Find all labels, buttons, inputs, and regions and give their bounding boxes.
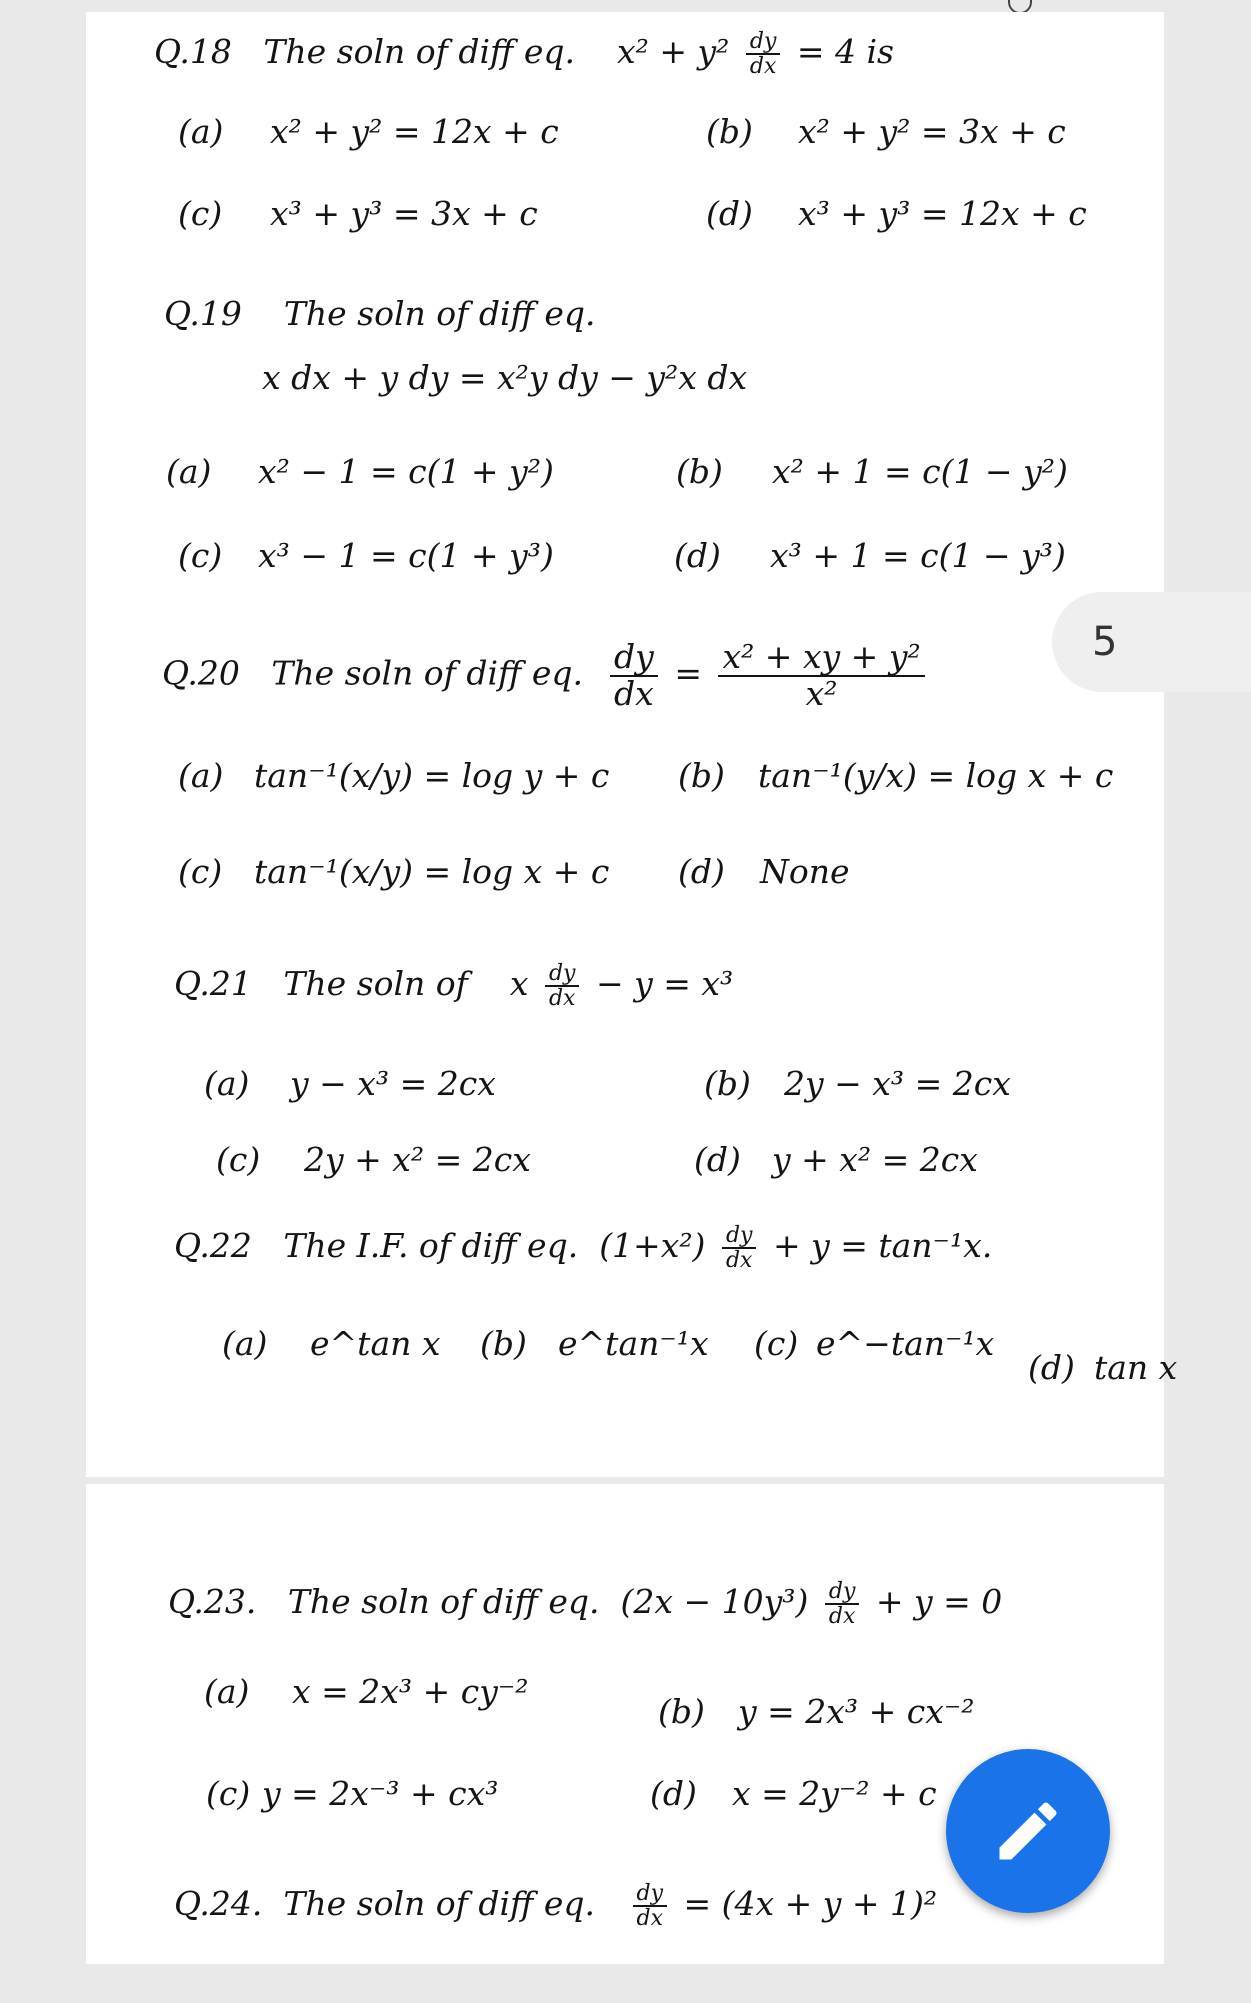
- derivative-fraction: [545, 962, 580, 1010]
- option-label: (d): [674, 536, 721, 575]
- option-label: (c): [206, 1774, 251, 1813]
- option-label: (a): [178, 756, 224, 795]
- equation-rhs: = 4 is: [796, 32, 894, 72]
- fraction-numerator: dy: [825, 1580, 860, 1605]
- option-label: (a): [204, 1064, 250, 1103]
- question-number: Q.18: [154, 32, 232, 72]
- option-label: (b): [658, 1692, 705, 1731]
- option-label: (b): [704, 1064, 751, 1103]
- option-text: y = 2x⁻³ + cx³: [262, 1774, 499, 1813]
- derivative-fraction: [746, 30, 781, 78]
- option-label: (b): [480, 1324, 527, 1363]
- option-label: (c): [178, 536, 223, 575]
- fraction-denominator: dx: [725, 1248, 753, 1274]
- equation: x dx + y dy = x²y dy − y²x dx: [262, 358, 748, 397]
- equals-sign: =: [674, 653, 702, 693]
- option-label: (a): [222, 1324, 268, 1363]
- fraction-denominator: dx: [828, 1604, 856, 1630]
- question-23: [168, 1580, 1002, 1628]
- question-number: Q.20: [162, 653, 240, 693]
- option-label: (a): [178, 112, 224, 151]
- option-text: y − x³ = 2cx: [290, 1064, 496, 1103]
- equation-suffix: + y = 0: [875, 1582, 1003, 1622]
- option-label: (d): [678, 852, 725, 891]
- option-text: x = 2x³ + cy⁻²: [292, 1672, 529, 1711]
- option-label: (d): [650, 1774, 697, 1813]
- question-18: [154, 30, 894, 78]
- rhs-fraction: [718, 637, 924, 713]
- equation-lhs: x² + y²: [617, 32, 730, 72]
- pencil-icon: [990, 1793, 1066, 1869]
- question-20: [162, 637, 931, 713]
- option-text: tan⁻¹(x/y) = log x + c: [254, 852, 610, 891]
- option-text: y + x² = 2cx: [772, 1140, 978, 1179]
- option-text: 2y − x³ = 2cx: [784, 1064, 1011, 1103]
- option-label: (c): [178, 194, 223, 233]
- question-stem: The soln of diff eq.: [271, 653, 584, 693]
- option-label: (c): [754, 1324, 799, 1363]
- derivative-fraction: [825, 1580, 860, 1628]
- option-label: (c): [178, 852, 223, 891]
- question-22: [174, 1224, 992, 1272]
- option-text: x³ + y³ = 3x + c: [270, 194, 538, 233]
- option-label: (a): [166, 452, 212, 491]
- equation-suffix: − y = x³: [595, 964, 734, 1004]
- derivative-fraction: [610, 637, 658, 713]
- page-number-indicator: [1052, 592, 1251, 692]
- option-text: e^tan x: [310, 1324, 441, 1363]
- question-number: Q.22: [174, 1226, 252, 1266]
- fraction-numerator: dy: [545, 962, 580, 987]
- option-text: x³ + 1 = c(1 − y³): [770, 536, 1066, 575]
- fraction-numerator: x² + xy + y²: [718, 640, 924, 677]
- fraction-numerator: dy: [610, 640, 658, 677]
- option-text: None: [760, 852, 850, 891]
- option-text: x² + y² = 3x + c: [798, 112, 1066, 151]
- equation-prefix: x: [509, 964, 529, 1004]
- option-text: x³ − 1 = c(1 + y³): [258, 536, 554, 575]
- fraction-denominator: dx: [614, 673, 654, 713]
- equation-suffix: + y = tan⁻¹x.: [772, 1226, 993, 1266]
- option-text: x³ + y³ = 12x + c: [798, 194, 1087, 233]
- question-stem: The soln of diff eq.: [287, 1582, 600, 1622]
- question-stem: The I.F. of diff eq.: [283, 1226, 579, 1266]
- option-text: tan⁻¹(x/y) = log y + c: [254, 756, 610, 795]
- derivative-fraction: [633, 1882, 668, 1930]
- option-text: tan⁻¹(y/x) = log x + c: [758, 756, 1114, 795]
- fraction-denominator: x²: [805, 673, 838, 713]
- question-stem: The soln of: [283, 964, 468, 1004]
- question-stem: The soln of diff eq.: [283, 294, 596, 333]
- option-text: e^tan⁻¹x: [558, 1324, 709, 1363]
- derivative-fraction: [722, 1224, 757, 1272]
- option-text: y = 2x³ + cx⁻²: [738, 1692, 975, 1731]
- option-label: (d): [706, 194, 753, 233]
- question-number: Q.19: [164, 294, 242, 333]
- equation-suffix: = (4x + y + 1)²: [683, 1884, 938, 1924]
- edit-fab-button[interactable]: [946, 1749, 1110, 1913]
- option-label: (b): [706, 112, 753, 151]
- question-19: [164, 294, 596, 334]
- fraction-denominator: dx: [749, 54, 777, 80]
- fraction-denominator: dx: [548, 986, 576, 1012]
- question-21: [174, 962, 733, 1010]
- equation-prefix: (1+x²): [599, 1226, 706, 1266]
- option-text: tan x: [1094, 1348, 1178, 1387]
- option-label: (b): [678, 756, 725, 795]
- question-number: Q.21: [174, 964, 252, 1004]
- option-label: (d): [694, 1140, 741, 1179]
- equation-prefix: (2x − 10y³): [620, 1582, 809, 1622]
- option-text: e^−tan⁻¹x: [816, 1324, 995, 1363]
- option-text: x² + y² = 12x + c: [270, 112, 559, 151]
- fraction-numerator: dy: [722, 1224, 757, 1249]
- option-text: x = 2y⁻² + c: [732, 1774, 937, 1813]
- question-stem: The soln of diff eq.: [263, 32, 576, 72]
- option-label: (b): [676, 452, 723, 491]
- fraction-numerator: dy: [746, 30, 781, 55]
- page-number: 5: [1092, 619, 1118, 665]
- question-number: Q.23.: [168, 1582, 257, 1622]
- option-text: x² − 1 = c(1 + y²): [258, 452, 554, 491]
- question-19-equation: [262, 358, 747, 398]
- question-stem: The soln of diff eq.: [283, 1884, 596, 1924]
- option-text: x² + 1 = c(1 − y²): [772, 452, 1068, 491]
- option-label: (a): [204, 1672, 250, 1711]
- option-text: 2y + x² = 2cx: [304, 1140, 531, 1179]
- fraction-numerator: dy: [633, 1882, 668, 1907]
- question-24: [174, 1882, 937, 1930]
- question-number: Q.24.: [174, 1884, 263, 1924]
- option-label: (d): [1028, 1348, 1075, 1387]
- document-page-1: [86, 12, 1178, 1477]
- option-label: (c): [216, 1140, 261, 1179]
- fraction-denominator: dx: [636, 1906, 664, 1932]
